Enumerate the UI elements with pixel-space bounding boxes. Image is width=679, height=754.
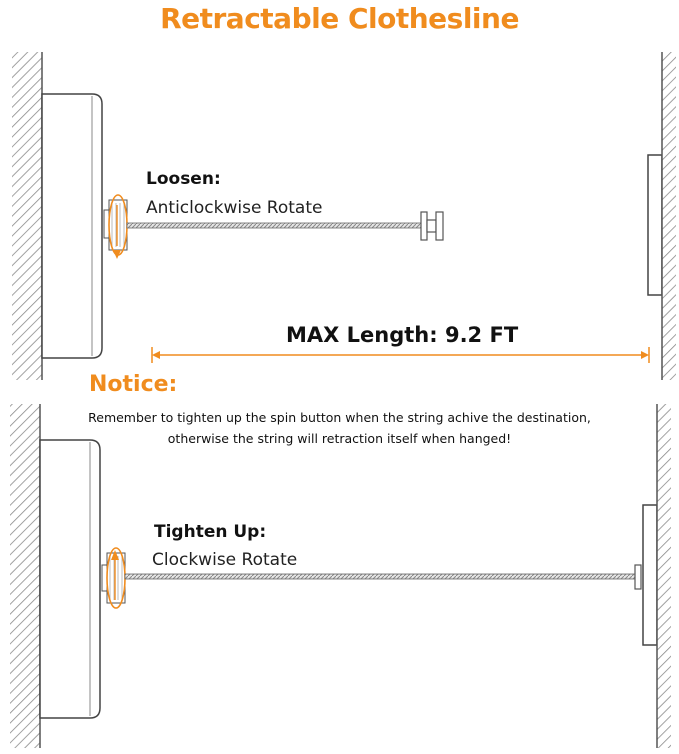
clothesline-housing-top [42,94,102,358]
clothesline-housing-bottom [40,440,100,718]
rope-top [127,223,421,228]
tighten-description: Clockwise Rotate [152,550,298,570]
hook-bottom [635,565,641,589]
loosen-label: Loosen: [146,169,221,189]
hook-top [421,212,443,240]
max-length-arrow [152,347,649,363]
notice-line-2: otherwise the string will retraction itself when hanged! [167,431,512,446]
spin-knob-top [104,200,127,250]
right-wall-top [648,52,676,380]
max-length-label: MAX Length: 9.2 FT [286,323,519,347]
loosen-description: Anticlockwise Rotate [146,198,323,218]
right-wall-bottom [643,404,671,748]
left-wall-top [12,52,42,380]
rope-bottom [125,574,635,579]
notice-line-1: Remember to tighten up the spin button when the string achive the destination, [88,410,591,425]
notice-heading: Notice: [89,372,178,397]
left-wall-bottom [10,404,40,748]
spin-knob-bottom [102,553,125,603]
page-title: Retractable Clothesline [160,2,519,35]
tighten-label: Tighten Up: [154,522,267,542]
